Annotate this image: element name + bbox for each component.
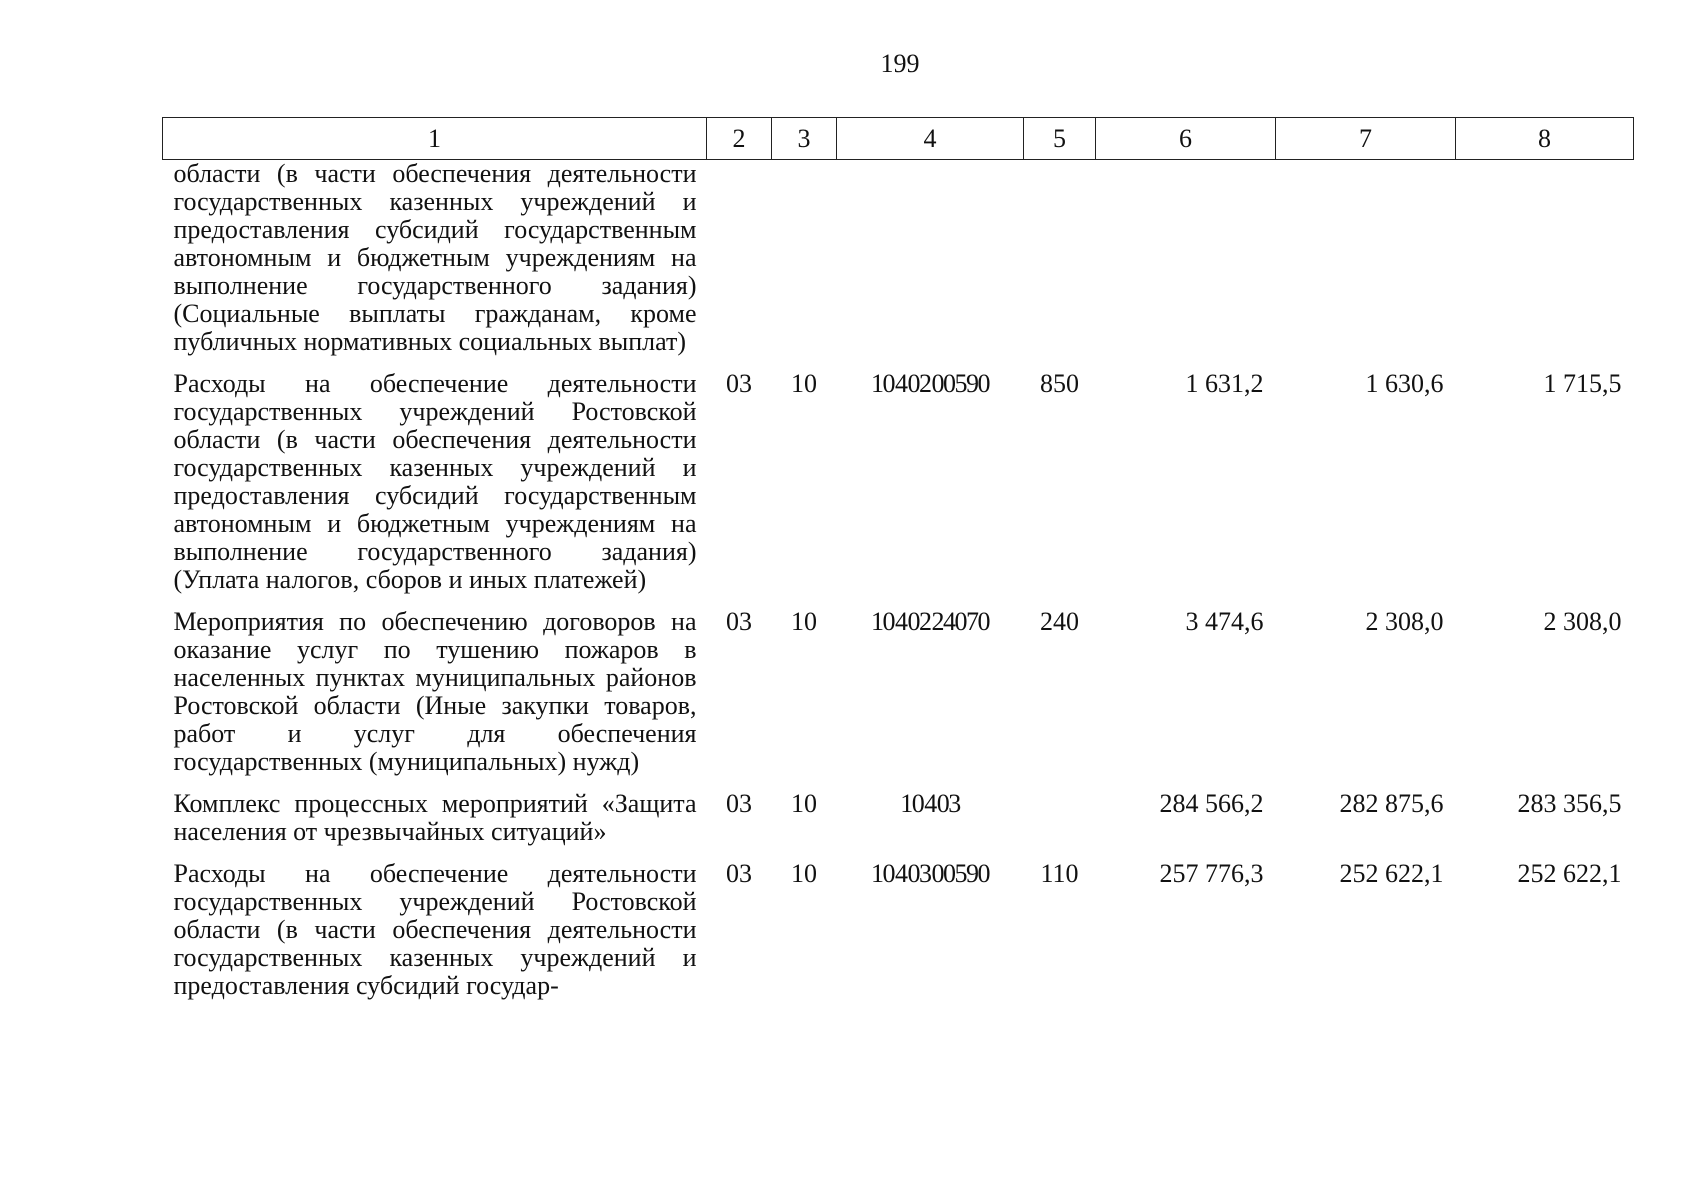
column-header-2: 2 bbox=[707, 118, 772, 160]
column-header-3: 3 bbox=[772, 118, 837, 160]
cell-amount-7 bbox=[1276, 160, 1456, 367]
cell-section: 03 bbox=[726, 369, 752, 398]
table-row bbox=[163, 786, 1634, 856]
cell-expense-type: 240 bbox=[1040, 607, 1079, 636]
cell-amount-8: 1 715,5 bbox=[1543, 369, 1622, 398]
cell-amount-6: 284 566,2 bbox=[1159, 789, 1264, 818]
table-row bbox=[163, 604, 1634, 786]
cell-subsection: 10 bbox=[791, 789, 817, 818]
cell-amount-7: 1 630,6 bbox=[1365, 369, 1444, 398]
row-description: области (в части обеспечения деятельности государственных казенных учреждений и предоставления субсидий государственным автономным и бюджетным учреждениям на выполнение государственного задания) (Социальные выплаты гражданам, кроме публичных нормативных социальных выплат) bbox=[173, 159, 697, 356]
column-header-5: 5 bbox=[1024, 118, 1096, 160]
cell-amount-7: 2 308,0 bbox=[1365, 607, 1444, 636]
cell-amount-6: 1 631,2 bbox=[1185, 369, 1264, 398]
cell-amount-7: 282 875,6 bbox=[1339, 789, 1444, 818]
row-description: Расходы на обеспечение деятельности государственных учреждений Ростовской области (в части обеспечения деятельности государственных казенных учреждений и предоставления субсидий государственным автономным и бюджетным учреждениям на выполнение государственного задания) (Уплата налогов, сборов и иных платежей) bbox=[173, 369, 697, 594]
cell-subsection: 10 bbox=[791, 607, 817, 636]
table-row bbox=[163, 366, 1634, 604]
cell-target-code: 10 4 02 00590 bbox=[871, 369, 989, 398]
cell-expense-type: 850 bbox=[1040, 369, 1079, 398]
row-description: Комплекс процессных мероприятий «Защита населения от чрезвычайных ситуаций» bbox=[173, 789, 697, 846]
row-description: Мероприятия по обеспечению договоров на оказание услуг по тушению пожаров в населенных пунктах муниципальных районов Ростовской области (Иные закупки товаров, работ и услуг для обеспечения государственных (муниципальных) нужд) bbox=[173, 607, 697, 776]
page-number: 199 bbox=[880, 49, 920, 78]
cell-expense-type bbox=[1024, 160, 1096, 367]
table-row bbox=[163, 856, 1634, 1010]
table-row bbox=[163, 160, 1634, 367]
cell-target-code: 10 4 03 00590 bbox=[871, 859, 989, 888]
column-header-8: 8 bbox=[1456, 118, 1634, 160]
cell-expense-type: 110 bbox=[1040, 859, 1079, 888]
cell-target-code: 10 4 03 bbox=[900, 789, 960, 818]
cell-expense-type bbox=[1024, 786, 1096, 856]
cell-subsection: 10 bbox=[791, 369, 817, 398]
cell-section: 03 bbox=[726, 789, 752, 818]
cell-section: 03 bbox=[726, 859, 752, 888]
column-header-1: 1 bbox=[163, 118, 707, 160]
cell-amount-6: 257 776,3 bbox=[1159, 859, 1264, 888]
cell-amount-6: 3 474,6 bbox=[1185, 607, 1264, 636]
cell-subsection bbox=[772, 160, 837, 367]
cell-amount-7: 252 622,1 bbox=[1339, 859, 1444, 888]
cell-amount-8 bbox=[1456, 160, 1634, 367]
row-description: Расходы на обеспечение деятельности государственных учреждений Ростовской области (в части обеспечения деятельности государственных казенных учреждений и предоставления субсидий государ- bbox=[173, 859, 697, 1000]
cell-amount-6 bbox=[1096, 160, 1276, 367]
column-header-row bbox=[163, 118, 1634, 160]
column-header-4: 4 bbox=[837, 118, 1024, 160]
cell-section bbox=[707, 160, 772, 367]
column-header-7: 7 bbox=[1276, 118, 1456, 160]
cell-amount-8: 283 356,5 bbox=[1517, 789, 1622, 818]
cell-section: 03 bbox=[726, 607, 752, 636]
cell-target-code bbox=[837, 160, 1024, 367]
column-header-6: 6 bbox=[1096, 118, 1276, 160]
budget-table bbox=[162, 117, 1634, 1010]
cell-amount-8: 252 622,1 bbox=[1517, 859, 1622, 888]
cell-subsection: 10 bbox=[791, 859, 817, 888]
cell-amount-8: 2 308,0 bbox=[1543, 607, 1622, 636]
cell-target-code: 10 4 02 24070 bbox=[871, 607, 989, 636]
